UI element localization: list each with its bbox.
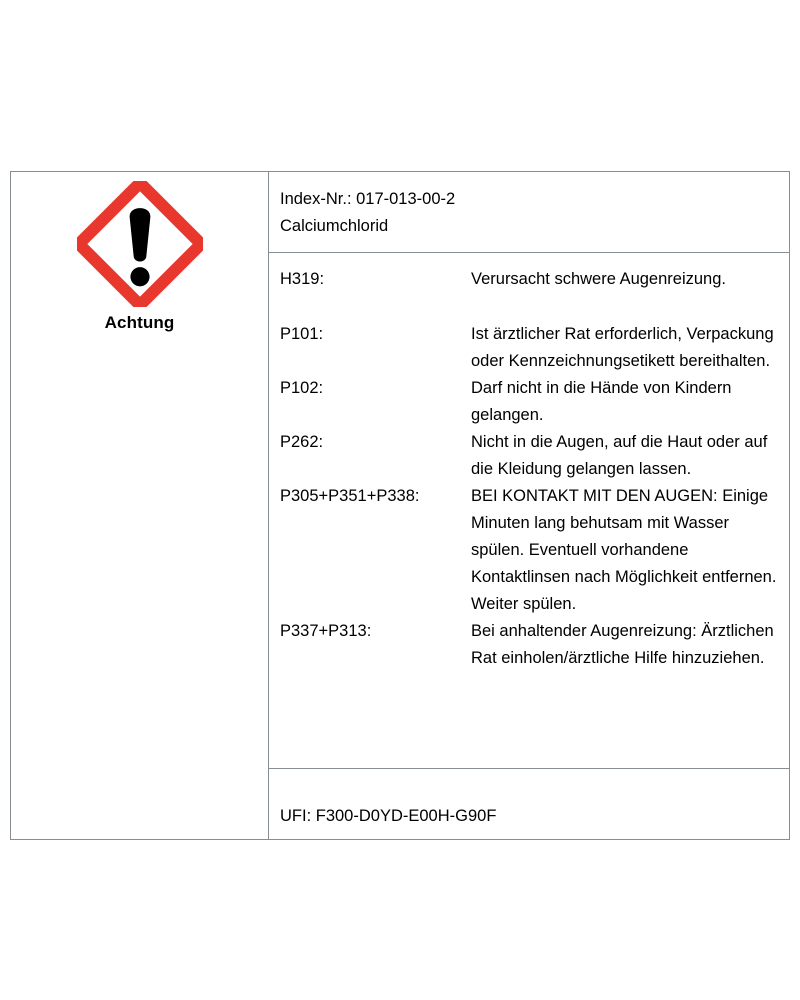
hazard-precaution-statements-block xyxy=(269,253,789,769)
statement-row xyxy=(280,429,777,483)
statement-code: P337+P313: xyxy=(280,622,372,640)
identification-block xyxy=(269,172,789,253)
statement-text: Ist ärztlicher Rat erforderlich, Verpackung oder Kennzeichnungsetikett bereithalten. xyxy=(471,325,774,370)
statements-table-body xyxy=(280,266,777,672)
statement-row xyxy=(280,321,777,375)
statement-code: H319: xyxy=(280,270,325,288)
statement-code: P101: xyxy=(280,325,324,343)
statement-text: Darf nicht in die Hände von Kindern gelangen. xyxy=(471,379,732,424)
ufi-code: UFI: F300-D0YD-E00H-G90F xyxy=(280,807,497,825)
pictogram-wrapper xyxy=(11,172,268,333)
statement-row xyxy=(280,266,777,293)
statement-spacer-row xyxy=(280,293,777,321)
statement-text: Verursacht schwere Augenreizung. xyxy=(471,270,726,288)
signal-word: Achtung xyxy=(104,313,175,332)
statements-table xyxy=(280,266,777,672)
statement-code: P305+P351+P338: xyxy=(280,487,420,505)
pictogram-cell xyxy=(11,172,269,839)
index-number-line: Index-Nr.: 017-013-00-2 xyxy=(280,190,456,208)
statement-row xyxy=(280,618,777,672)
statement-code: P102: xyxy=(280,379,324,397)
statement-text: Nicht in die Augen, auf die Haut oder auf die Kleidung gelangen lassen. xyxy=(471,433,768,478)
spacer-cell xyxy=(280,293,471,321)
hazard-label-table xyxy=(10,171,790,840)
ufi-block xyxy=(269,769,789,839)
statement-row xyxy=(280,375,777,429)
ghs07-exclamation-mark-icon xyxy=(77,181,203,307)
information-cell xyxy=(269,172,789,839)
statement-code: P262: xyxy=(280,433,324,451)
spacer-cell xyxy=(471,293,777,321)
substance-name: Calciumchlorid xyxy=(280,217,389,235)
statement-text: Bei anhaltender Augenreizung: Ärztlichen Rat einholen/ärztliche Hilfe hinzuziehen. xyxy=(471,622,774,667)
statement-text: BEI KONTAKT MIT DEN AUGEN: Einige Minuten lang behutsam mit Wasser spülen. Eventuell vorhandene Kontaktlinsen nach Möglichkeit entfernen. Weiter spülen. xyxy=(471,487,777,613)
statement-row xyxy=(280,483,777,618)
